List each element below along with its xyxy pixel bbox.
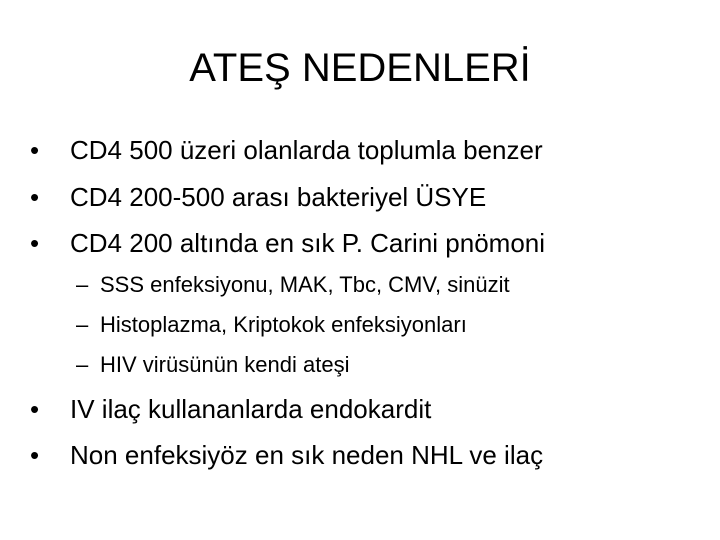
slide-title: ATEŞ NEDENLERİ [189,46,531,90]
bullet-item [30,134,543,166]
sub-bullet-marker: – [76,272,89,297]
bullet-item [30,227,545,259]
bullet-marker: • [30,228,40,258]
sub-bullet-text: SSS enfeksiyonu, MAK, Tbc, CMV, sinüzit [100,272,510,297]
sub-bullet-text: HIV virüsünün kendi ateşi [100,352,350,377]
bullet-text: CD4 200 altında en sık P. Carini pnömoni [70,228,546,258]
sub-bullet-marker: – [76,312,89,337]
bullet-marker: • [30,182,40,212]
bullet-item [30,181,486,213]
bullet-text: CD4 200-500 arası bakteriyel ÜSYE [70,182,487,212]
bullet-item [30,439,543,471]
sub-bullet-item [76,271,510,299]
bullet-text: IV ilaç kullananlarda endokardit [70,394,432,424]
bullet-item [30,393,431,425]
bullet-text: CD4 500 üzeri olanlarda toplumla benzer [70,135,543,165]
sub-bullet-item [76,311,467,339]
bullet-marker: • [30,135,40,165]
sub-bullet-item [76,351,349,379]
bullet-text: Non enfeksiyöz en sık neden NHL ve ilaç [70,440,544,470]
bullet-marker: • [30,440,40,470]
sub-bullet-text: Histoplazma, Kriptokok enfeksiyonları [100,312,467,337]
sub-bullet-marker: – [76,352,89,377]
bullet-marker: • [30,394,40,424]
